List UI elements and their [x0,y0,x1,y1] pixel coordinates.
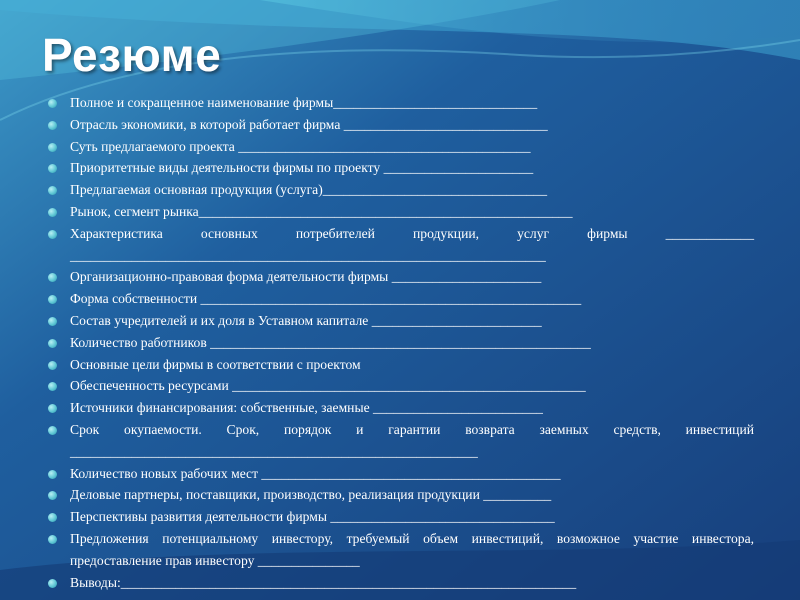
list-item [48,114,754,136]
bullet-icon [48,208,57,217]
list-item [48,354,754,376]
bullet-icon [48,513,57,522]
list-item-text: Организационно-правовая форма деятельности фирмы ______________________ [70,269,542,285]
list-item [48,223,754,267]
list-item-text: Приоритетные виды деятельности фирмы по проекту ______________________ [70,160,534,176]
list-item-text: Характеристика основных потребителей продукции, услуг фирмы _____________ ______________________________________________________________________ [70,225,754,263]
bullet-icon [48,404,57,413]
list-item [48,463,754,485]
list-item-text: Форма собственности ________________________________________________________ [70,291,582,307]
summary-list [48,92,754,593]
list-item-text: Основные цели фирмы в соответствии с проектом [70,356,361,372]
list-item [48,528,754,572]
bullet-icon [48,579,57,588]
list-item [48,266,754,288]
list-item [48,506,754,528]
list-item-text: Перспективы развития деятельности фирмы _________________________________ [70,509,555,525]
list-item [48,136,754,158]
bullet-icon [48,273,57,282]
list-item-text: Рынок, сегмент рынка_______________________________________________________ [70,203,573,219]
bullet-icon [48,230,57,239]
list-item-text: Полное и сокращенное наименование фирмы______________________________ [70,95,538,110]
list-item-text: Суть предлагаемого проекта ___________________________________________ [70,138,531,154]
list-item [48,397,754,419]
list-item-text: Выводы:___________________________________________________________________ [70,574,577,590]
bullet-icon [48,164,57,173]
list-item [48,419,754,463]
bullet-icon [48,186,57,195]
slide-title: Резюме [42,29,222,81]
list-item-text: Состав учредителей и их доля в Уставном капитале _________________________ [70,312,542,328]
list-item [48,375,754,397]
bullet-icon [48,426,57,435]
bullet-icon [48,121,57,130]
list-item-text: Срок окупаемости. Срок, порядок и гарантии возврата заемных средств, инвестиций ____________________________________________________________ [70,421,754,459]
list-item-text: Предложения потенциальному инвестору, требуемый объем инвестиций, возможное участие инвестора, предоставление прав инвестору _______________ [70,530,754,568]
bullet-icon [48,317,57,326]
bullet-icon [48,470,57,479]
bullet-icon [48,295,57,304]
list-item-text: Отрасль экономики, в которой работает фирма ______________________________ [70,116,548,132]
list-item-text: Количество работников ________________________________________________________ [70,334,591,350]
list-item [48,288,754,310]
list-item [48,92,754,114]
bullet-icon [48,491,57,500]
list-item [48,332,754,354]
list-item [48,157,754,179]
list-item [48,310,754,332]
list-item-text: Деловые партнеры, поставщики, производство, реализация продукции __________ [70,487,552,503]
list-item [48,484,754,506]
bullet-icon [48,382,57,391]
list-item [48,201,754,223]
list-item [48,572,754,594]
list-item-text: Количество новых рабочих мест ____________________________________________ [70,465,561,481]
list-item [48,179,754,201]
list-item-text: Источники финансирования: собственные, заемные _________________________ [70,400,543,416]
list-item-text: Обеспеченность ресурсами ____________________________________________________ [70,378,586,394]
list-item-text: Предлагаемая основная продукция (услуга)_________________________________ [70,182,548,198]
bullet-icon [48,339,57,348]
bullet-icon [48,361,57,370]
bullet-icon [48,535,57,544]
bullet-icon [48,99,57,108]
bullet-icon [48,143,57,152]
